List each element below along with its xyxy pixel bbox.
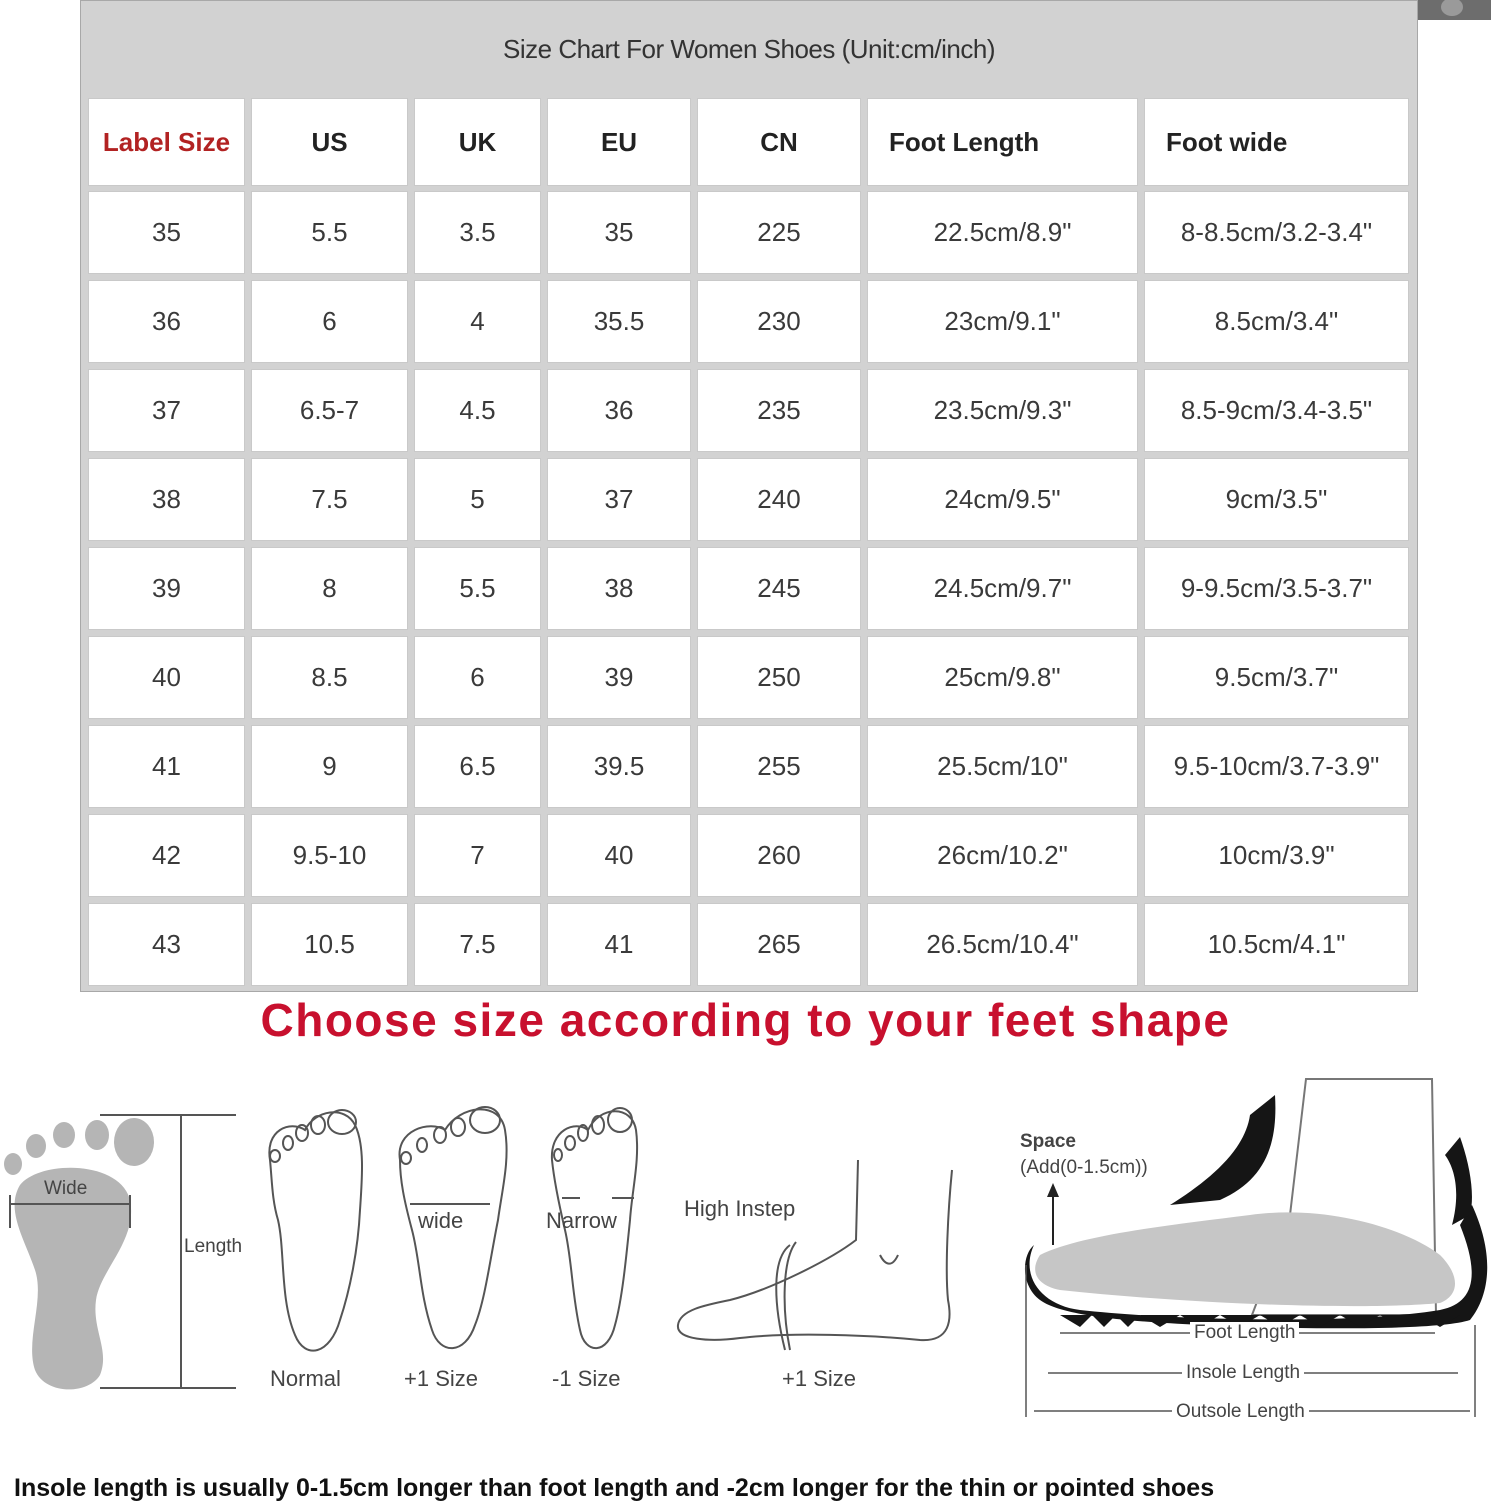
table-cell-cn: 240 [697, 458, 861, 541]
table-cell-cn: 225 [697, 191, 861, 274]
table-cell-foot-wide: 8-8.5cm/3.2-3.4" [1144, 191, 1409, 274]
table-cell-foot-length: 24.5cm/9.7" [867, 547, 1138, 630]
space-label: Space [1020, 1131, 1076, 1152]
table-cell-label-size: 36 [88, 280, 245, 363]
table-cell-uk: 5 [414, 458, 541, 541]
table-cell-foot-length: 25cm/9.8" [867, 636, 1138, 719]
table-cell-label-size: 37 [88, 369, 245, 452]
bottom-note: Insole length is usually 0-1.5cm longer than foot length and -2cm longer for the thin or pointed shoes [14, 1474, 1215, 1502]
table-cell-cn: 235 [697, 369, 861, 452]
table-cell-foot-length: 26cm/10.2" [867, 814, 1138, 897]
table-cell-eu: 38 [547, 547, 691, 630]
table-cell-label-size: 35 [88, 191, 245, 274]
length-label: Length [184, 1236, 243, 1257]
table-cell-foot-wide: 9-9.5cm/3.5-3.7" [1144, 547, 1409, 630]
table-cell-us: 7.5 [251, 458, 408, 541]
table-cell-label-size: 43 [88, 903, 245, 986]
high-instep-label: High Instep [684, 1196, 796, 1221]
wide-foot-icon [390, 1100, 520, 1400]
normal-foot-figure [250, 1100, 380, 1400]
high-instep-figure [670, 1150, 960, 1400]
wide-inner-label: wide [418, 1208, 464, 1233]
table-cell-label-size: 41 [88, 725, 245, 808]
table-cell-eu: 41 [547, 903, 691, 986]
table-cell-foot-wide: 9.5cm/3.7" [1144, 636, 1409, 719]
instep-size-label: +1 Size [782, 1366, 856, 1391]
table-cell-eu: 37 [547, 458, 691, 541]
table-cell-foot-wide: 9.5-10cm/3.7-3.9" [1144, 725, 1409, 808]
high-instep-icon [670, 1150, 960, 1400]
table-cell-uk: 4 [414, 280, 541, 363]
size-chart-table [80, 0, 1418, 992]
wide-foot-figure [390, 1100, 520, 1400]
table-cell-cn: 230 [697, 280, 861, 363]
header-cn: CN [697, 98, 861, 186]
table-cell-foot-wide: 10cm/3.9" [1144, 814, 1409, 897]
table-cell-us: 9 [251, 725, 408, 808]
header-foot-wide: Foot wide [1144, 98, 1409, 186]
table-cell-cn: 255 [697, 725, 861, 808]
table-cell-eu: 36 [547, 369, 691, 452]
narrow-foot-icon [540, 1100, 650, 1400]
table-cell-eu: 35 [547, 191, 691, 274]
table-cell-us: 9.5-10 [251, 814, 408, 897]
table-cell-uk: 5.5 [414, 547, 541, 630]
headline: Choose size according to your feet shape [260, 994, 1231, 1046]
table-cell-foot-wide: 9cm/3.5" [1144, 458, 1409, 541]
table-cell-foot-length: 26.5cm/10.4" [867, 903, 1138, 986]
shoe-section-figure [1020, 1075, 1490, 1435]
table-cell-eu: 39 [547, 636, 691, 719]
table-cell-label-size: 40 [88, 636, 245, 719]
table-cell-uk: 6 [414, 636, 541, 719]
table-cell-uk: 7.5 [414, 903, 541, 986]
table-cell-foot-wide: 8.5-9cm/3.4-3.5" [1144, 369, 1409, 452]
table-cell-uk: 7 [414, 814, 541, 897]
space-note: (Add(0-1.5cm)) [1020, 1157, 1148, 1178]
insole-length-label: Insole Length [1182, 1362, 1304, 1384]
table-cell-label-size: 42 [88, 814, 245, 897]
table-cell-label-size: 38 [88, 458, 245, 541]
table-cell-foot-length: 23cm/9.1" [867, 280, 1138, 363]
normal-label: Normal [270, 1366, 341, 1391]
wide-label: Wide [44, 1178, 88, 1199]
table-cell-uk: 3.5 [414, 191, 541, 274]
table-cell-label-size: 39 [88, 547, 245, 630]
table-cell-us: 6 [251, 280, 408, 363]
header-us: US [251, 98, 408, 186]
header-eu: EU [547, 98, 691, 186]
table-cell-eu: 39.5 [547, 725, 691, 808]
table-cell-cn: 245 [697, 547, 861, 630]
narrow-foot-figure [540, 1100, 650, 1400]
table-cell-foot-length: 23.5cm/9.3" [867, 369, 1138, 452]
table-cell-foot-length: 24cm/9.5" [867, 458, 1138, 541]
table-cell-foot-wide: 8.5cm/3.4" [1144, 280, 1409, 363]
table-cell-eu: 40 [547, 814, 691, 897]
table-cell-cn: 265 [697, 903, 861, 986]
table-cell-us: 8.5 [251, 636, 408, 719]
footprint-figure [0, 1100, 260, 1400]
foot-length-label: Foot Length [1190, 1322, 1299, 1344]
normal-foot-icon [250, 1100, 380, 1400]
table-cell-us: 6.5-7 [251, 369, 408, 452]
table-cell-foot-length: 22.5cm/8.9" [867, 191, 1138, 274]
table-cell-uk: 4.5 [414, 369, 541, 452]
table-cell-us: 8 [251, 547, 408, 630]
table-cell-cn: 260 [697, 814, 861, 897]
header-uk: UK [414, 98, 541, 186]
wide-size-label: +1 Size [404, 1366, 478, 1391]
table-cell-eu: 35.5 [547, 280, 691, 363]
table-cell-foot-wide: 10.5cm/4.1" [1144, 903, 1409, 986]
narrow-size-label: -1 Size [552, 1366, 621, 1391]
narrow-inner-label: Narrow [546, 1208, 617, 1233]
chart-title: Size Chart For Women Shoes (Unit:cm/inch) [503, 33, 995, 64]
table-cell-uk: 6.5 [414, 725, 541, 808]
table-cell-cn: 250 [697, 636, 861, 719]
table-cell-us: 5.5 [251, 191, 408, 274]
header-foot-length: Foot Length [867, 98, 1138, 186]
table-cell-foot-length: 25.5cm/10" [867, 725, 1138, 808]
header-label-size: Label Size [88, 98, 245, 186]
outsole-length-label: Outsole Length [1172, 1401, 1309, 1423]
table-cell-us: 10.5 [251, 903, 408, 986]
